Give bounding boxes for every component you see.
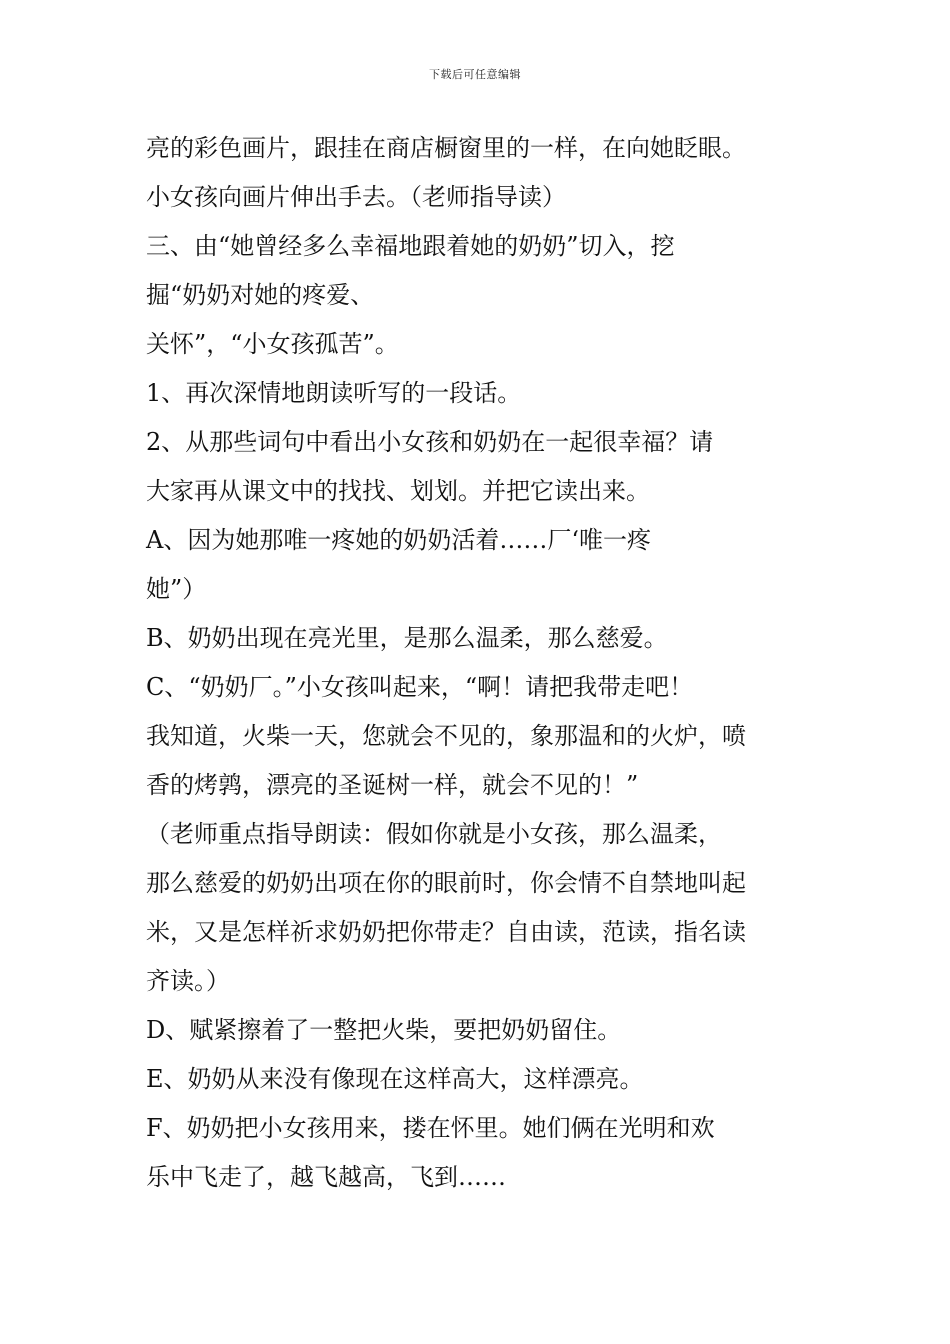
section-heading: 三、由“她曾经多么幸福地跟着她的奶奶”切入，挖 [146,232,675,260]
list-item: E、奶奶从来没有像现在这样高大，这样漂亮。 [146,1065,644,1093]
page-header: 下载后可任意编辑 [429,68,521,81]
list-item: B、奶奶出现在亮光里，是那么温柔，那么慈爱。 [146,624,668,652]
list-item: 1、再次深情地朗读听写的一段话。 [146,379,522,407]
paragraph-line: 齐读。） [146,967,230,995]
paragraph-line: 小女孩向画片伸出手去。（老师指导读） [146,183,566,211]
paragraph-line: 那么慈爱的奶奶出项在你的眼前时，你会情不自禁地叫起 [146,869,746,897]
list-item: C、“奶奶厂。”小女孩叫起来，“啊！请把我带走吧！ [146,673,694,701]
paragraph-line: 亮的彩色画片，跟挂在商店橱窗里的一样，在向她眨眼。 [146,134,746,162]
paragraph-line: 米，又是怎样祈求奶奶把你带走？自由读，范读，指名读 [146,918,746,946]
paragraph-line: 关怀”，“小女孩孤苦”。 [146,330,399,358]
list-item: 2、从那些词句中看出小女孩和奶奶在一起很幸福？请 [146,428,714,456]
paragraph-line: 掘“奶奶对她的疼爱、 [146,281,375,309]
paragraph-line: 大家再从课文中的找找、划划。并把它读出来。 [146,477,650,505]
paragraph-line: 香的烤鹑，漂亮的圣诞树一样，就会不见的！” [146,771,639,799]
list-item: F、奶奶把小女孩用来，搂在怀里。她们俩在光明和欢 [146,1114,715,1142]
paragraph-line: 我知道，火柴一天，您就会不见的，象那温和的火炉，喷 [146,722,746,750]
document-body [146,124,826,1202]
list-item: D、赋紧擦着了一整把火柴，要把奶奶留住。 [146,1016,622,1044]
paragraph-line: 乐中飞走了，越飞越高，飞到…… [146,1163,506,1191]
paragraph-line: 她”） [146,575,207,603]
paragraph-line: （老师重点指导朗读：假如你就是小女孩，那么温柔， [146,820,722,848]
list-item: A、因为她那唯一疼她的奶奶活着……厂‘唯一疼 [146,526,651,554]
